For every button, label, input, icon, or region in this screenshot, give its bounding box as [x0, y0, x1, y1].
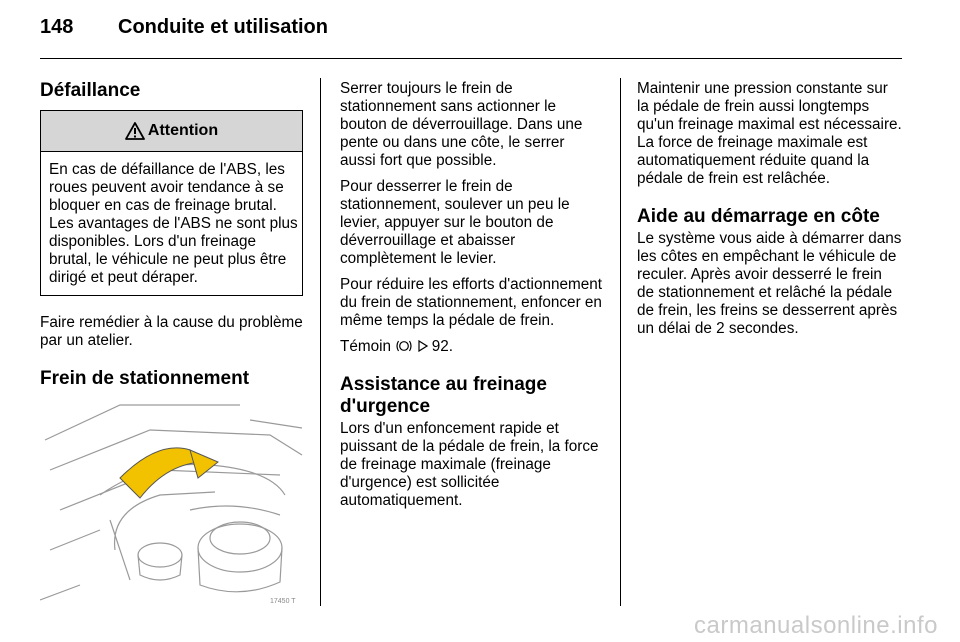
page-reference[interactable]: 92.	[431, 338, 454, 355]
warning-triangle-icon	[125, 122, 145, 140]
page-reference-icon[interactable]	[418, 340, 428, 352]
figure-number: 17450 T	[270, 598, 296, 605]
paragraph: Maintenir une pression constante sur la pédale de frein aussi longtemps qu'un freinage maximal est nécessaire. La force de freinage maximale est automatiquement réduite quand la pédale de frein est relâchée.	[637, 80, 902, 187]
paragraph: Faire remédier à la cause du problème par un atelier.	[40, 314, 303, 349]
paragraph: Serrer toujours le frein de stationnement sans actionner le bouton de déverrouillage. Dans une pente ou dans une côte, le serrer aussi fort que possible.	[340, 80, 583, 169]
temoin-label: Témoin	[340, 338, 392, 355]
paragraph-temoin	[340, 338, 602, 356]
paragraph: Le système vous aide à démarrer dans les côtes en empêchant le véhicule de reculer. Après avoir desserré le frein de stationnement et relâché la pédale de frein, les freins se desserrent après un délai de 2 secondes.	[637, 230, 902, 337]
column-divider	[320, 78, 321, 606]
page-title: Conduite et utilisation	[118, 16, 328, 38]
column-3	[637, 80, 902, 346]
header-rule	[40, 58, 902, 59]
column-divider	[620, 78, 621, 606]
attention-title: Attention	[147, 122, 219, 139]
column-1	[40, 80, 303, 608]
heading-aide-demarrage: Aide au démarrage en côte	[637, 206, 880, 227]
page-number: 148	[40, 16, 74, 38]
column-2	[340, 80, 602, 518]
attention-header	[41, 111, 302, 152]
watermark: carmanualsonline.info	[694, 612, 938, 639]
parking-brake-illustration	[40, 400, 303, 608]
brake-warning-icon	[395, 339, 413, 353]
parking-brake-drawing	[40, 400, 303, 608]
heading-defaillance: Défaillance	[40, 80, 141, 101]
attention-text: En cas de défaillance de l'ABS, les roues peuvent avoir tendance à se bloquer en cas de freinage brutal. Les avantages de l'ABS ne sont plus disponibles. Lors d'un freinage brutal, le véhicule ne peut plus être dirigé et peut déraper.	[49, 161, 298, 286]
paragraph: Pour réduire les efforts d'actionnement du frein de stationnement, enfoncer en même temps la pédale de frein.	[340, 276, 602, 329]
paragraph: Lors d'un enfoncement rapide et puissant de la pédale de frein, la force de freinage maximale (freinage d'urgence) est sollicitée automatiquement.	[340, 420, 599, 509]
paragraph: Pour desserrer le frein de stationnement, soulever un peu le levier, appuyer sur le bouton de déverrouillage et abaisser complètement le levier.	[340, 178, 570, 267]
heading-assistance-freinage: Assistance au freinage d'urgence	[340, 374, 547, 417]
attention-box	[40, 110, 303, 296]
heading-frein-stationnement: Frein de stationnement	[40, 368, 250, 389]
page-header	[40, 16, 328, 39]
